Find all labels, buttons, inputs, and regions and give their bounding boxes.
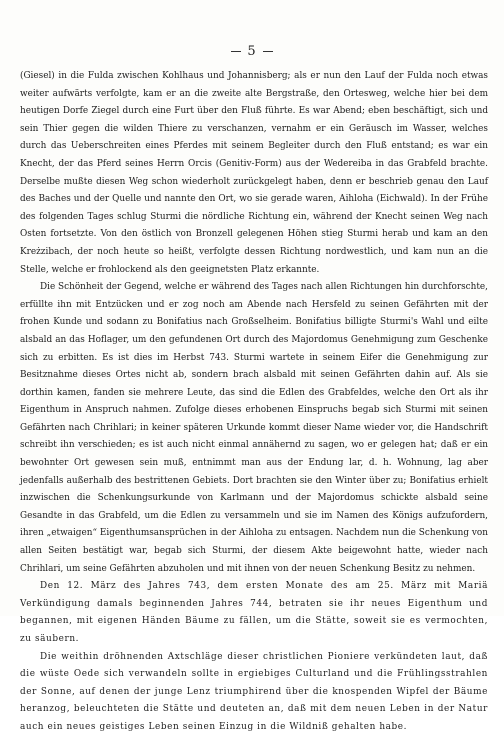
paragraph-3: Den 12. März des Jahres 743, dem ersten Monate des am 25. März mit Mariä Verkündigung damals beginnenden Jahres 744, betraten sie ihr neues Eigenthum und begannen, mit eigenen Händen Bäume zu fällen, um die Stätte, soweit sie es vermochten, zu säubern. [20,581,488,644]
paragraph-2: Die Schönheit der Gegend, welche er während des Tages nach allen Richtungen hin durchforschte, erfüllte ihn mit Entzücken und er zog noch am Abende nach Hersfeld zu seinen Gefährten mit der frohen Kunde und sodann zu Bonifatius nach Großselheim. Bonifatius billigte Sturmi's Wahl und eilte alsbald an das Hoflager, um den gefundenen Ort durch des Majordomus Genehmigung zum Geschenke sich zu erbitten. Es ist dies im Herbst 743. Sturmi wartete in seinem Eifer die Genehmigung zur Besitznahme dieses Ortes nicht ab, sondern brach alsbald mit seinen Gefährten dahin auf. Als sie dorthin kamen, fanden sie mehrere Leute, das sind die Edlen des Grabfeldes, welche den Ort als ihr Eigenthum in Anspruch nahmen. Zufolge dieses erhobenen Einspruchs begab sich Sturmi mit seinen Gefährten nach Chrihlari; in keiner späteren Urkunde kommt dieser Name wieder vor, die Handschrift schreibt ihn verschieden; es ist auch nicht einmal annähernd zu sagen, wo er gelegen hat; daß er ein bewohnter Ort gewesen sein muß, entnimmt man aus der Endung lar, d. h. Wohnung, lag aber jedenfalls außerhalb des bestrittenen Gebiets. Dort brachten sie den Winter über zu; Bonifatius erhielt inzwischen die Schenkungsurkunde von Karlmann und der Majordomus schickte alsbald seine Gesandte in das Grabfeld, um die Edlen zu versammeln und sie im Namen des Königs aufzufordern, ihren „etwaigen“ Eigenthumsansprüchen in der Aihloha zu entsagen. Nachdem nun die Schenkung von allen Seiten bestätigt war, begab sich Sturmi, der diesem Akte beigewohnt hatte, wieder nach Chrihlari, um seine Gefährten abzuholen und mit ihnen von der neuen Schenkung Besitz zu nehmen. [20,282,488,574]
body-text [20,68,488,737]
right-dash [263,51,273,52]
left-dash [231,51,241,52]
paragraph-4: Die weithin dröhnenden Axtschläge dieser christlichen Pioniere verkündeten laut, daß die wüste Oede sich verwandeln sollte in ergiebiges Culturland und die Frühlingsstrahlen der Sonne, auf denen der junge Lenz triumphirend über die knospenden Wipfel der Bäume heranzog, beleuchteten die Stätte und deuteten an, daß mit dem neuen Leben in der Natur auch ein neues geistiges Leben seinen Einzug in die Wildniß gehalten habe. [20,651,488,732]
page-number [0,44,504,59]
paragraph-1: (Giesel) in die Fulda zwischen Kohlhaus und Johannisberg; als er nun den Lauf der Fulda noch etwas weiter aufwärts verfolgte, kam er an die zweite alte Bergstraße, den Ortesweg, welche hier bei dem heutigen Dorfe Ziegel durch eine Furt über den Fluß führte. Es war Abend; eben beschäftigt, sich und sein Thier gegen die wilden Thiere zu verschanzen, vernahm er ein Geräusch im Wasser, welches durch das Ueberschreiten eines Pferdes mit seinem Begleiter durch den Fluß entstand; es war ein Knecht, der das Pferd seines Herrn Orcis (Genitiv-Form) aus der Wedereiba in das Grabfeld brachte. Derselbe mußte diesen Weg schon wiederholt zurückgelegt haben, denn er beschrieb genau den Lauf des Baches und der Quelle und nannte den Ort, wo sie gerade waren, Aihloha (Eichwald). In der Frühe des folgenden Tages schlug Sturmi die nördliche Richtung ein, während der Knecht seinen Weg nach Osten fortsetzte. Von den östlich von Bronzell gelegenen Höhen stieg Sturmi herab und kam an den Kreżzibach, der noch heute so heißt, verfolgte dessen Richtung nordwestlich, und kam nun an die Stelle, welche er frohlockend als den geeignetsten Platz erkannte. [20,71,488,275]
page-number-value: 5 [247,44,257,59]
